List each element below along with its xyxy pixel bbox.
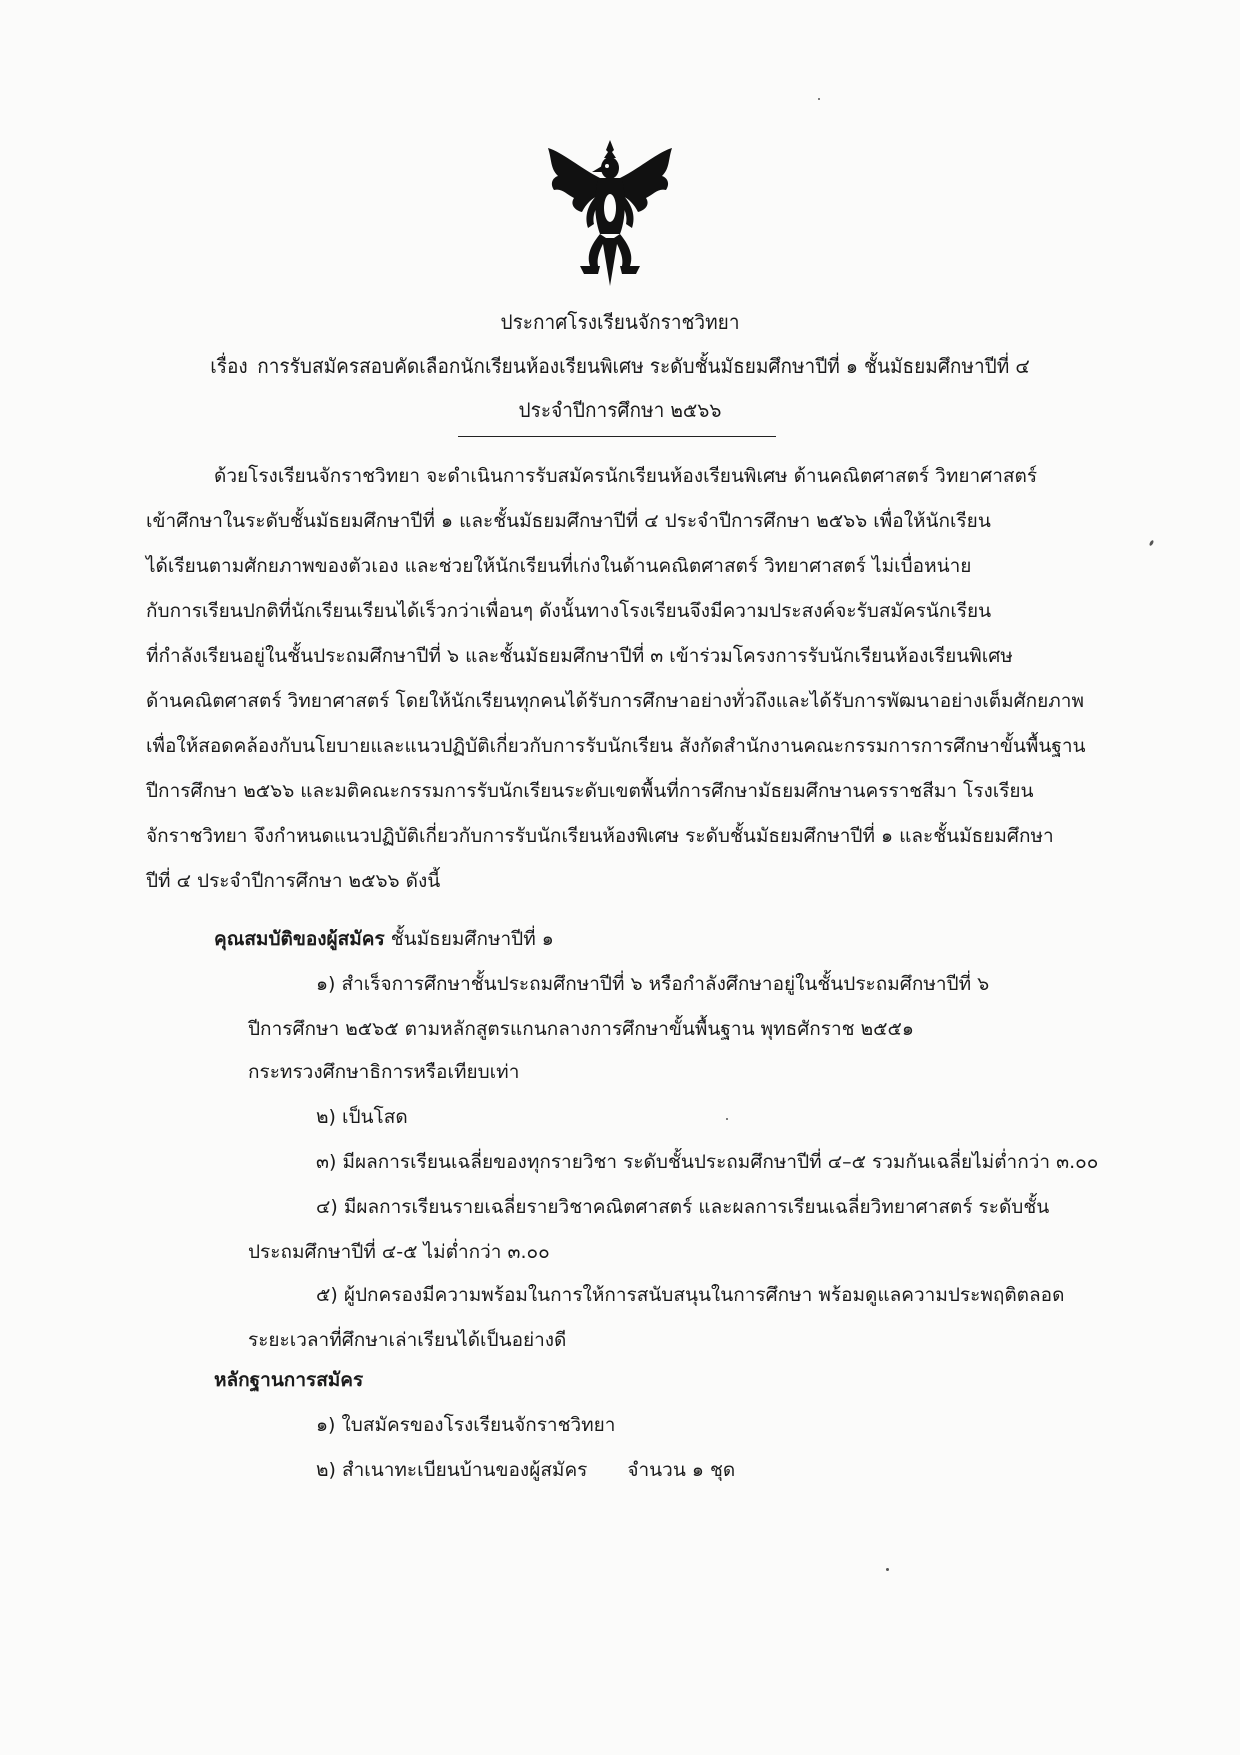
- evidence-item-label: ๒) สำเนาทะเบียนบ้านของผู้สมัคร: [316, 1459, 588, 1481]
- qualification-item: ๑) สำเร็จการศึกษาชั้นประถมศึกษาปีที่ ๖ หรือกำลังศึกษาอยู่ในชั้นประถมศึกษาปีที่ ๖: [316, 973, 990, 995]
- subject-line: [30, 350, 1210, 382]
- intro-line: กับการเรียนปกติที่นักเรียนเรียนได้เร็วกว่าเพื่อนๆ ดังนั้นทางโรงเรียนจึงมีความประสงค์จะรับสมัครนักเรียน: [146, 600, 992, 622]
- qualification-item: ๒) เป็นโสด: [316, 1106, 408, 1128]
- garuda-emblem-icon: [544, 138, 676, 290]
- qualifications-heading: [214, 927, 554, 951]
- evidence-item-quantity: จำนวน ๑ ชุด: [627, 1459, 736, 1481]
- evidence-heading: หลักฐานการสมัคร: [214, 1369, 364, 1391]
- qualifications-heading-grade: ชั้นมัธยมศึกษาปีที่ ๑: [384, 928, 554, 950]
- subject-label: เรื่อง: [210, 354, 248, 378]
- scan-speck: [818, 98, 820, 100]
- scan-speck: [726, 1118, 728, 1120]
- qualifications-heading-bold: คุณสมบัติของผู้สมัคร: [214, 928, 385, 950]
- intro-line: ด้านคณิตศาสตร์ วิทยาศาสตร์ โดยให้นักเรียนทุกคนได้รับการศึกษาอย่างทั่วถึงและได้รับการพัฒนาอย่างเต็มศักยภาพ: [146, 690, 1085, 712]
- scan-speck: [886, 1568, 889, 1571]
- intro-line: จักราชวิทยา จึงกำหนดแนวปฏิบัติเกี่ยวกับการรับนักเรียนห้องพิเศษ ระดับชั้นมัธยมศึกษาปีที่ ๑ และชั้นมัธยมศึกษา: [146, 825, 1054, 847]
- intro-line: ปีที่ ๔ ประจำปีการศึกษา ๒๕๖๖ ดังนี้: [146, 870, 441, 892]
- evidence-item: [316, 1458, 735, 1482]
- qualification-item: ๔) มีผลการเรียนรายเฉลี่ยรายวิชาคณิตศาสตร์ และผลการเรียนเฉลี่ยวิทยาศาสตร์ ระดับชั้น: [316, 1196, 1050, 1218]
- evidence-item: ๑) ใบสมัครของโรงเรียนจักราชวิทยา: [316, 1414, 616, 1436]
- qualification-item-continuation: กระทรวงศึกษาธิการหรือเทียบเท่า: [248, 1061, 520, 1083]
- intro-line: เพื่อให้สอดคล้องกับนโยบายและแนวปฏิบัติเกี่ยวกับการรับนักเรียน สังกัดสำนักงานคณะกรรมการการศึกษาขั้นพื้นฐาน: [146, 735, 1086, 757]
- intro-line: ด้วยโรงเรียนจักราชวิทยา จะดำเนินการรับสมัครนักเรียนห้องเรียนพิเศษ ด้านคณิตศาสตร์ วิทยาศาสตร์: [214, 465, 1038, 487]
- qualification-item-continuation: ระยะเวลาที่ศึกษาเล่าเรียนได้เป็นอย่างดี: [248, 1329, 567, 1351]
- intro-line: เข้าศึกษาในระดับชั้นมัธยมศึกษาปีที่ ๑ และชั้นมัธยมศึกษาปีที่ ๔ ประจำปีการศึกษา ๒๕๖๖ เพื่อให้นักเรียน: [146, 510, 991, 532]
- subject-text: การรับสมัครสอบคัดเลือกนักเรียนห้องเรียนพิเศษ ระดับชั้นมัธยมศึกษาปีที่ ๑ ชั้นมัธยมศึกษาปีที่ ๔: [257, 354, 1030, 378]
- scan-speck: [1149, 540, 1155, 547]
- qualification-item: ๕) ผู้ปกครองมีความพร้อมในการให้การสนับสนุนในการศึกษา พร้อมดูแลความประพฤติตลอด: [316, 1284, 1065, 1306]
- qualification-item-continuation: ประถมศึกษาปีที่ ๔-๕ ไม่ต่ำกว่า ๓.๐๐: [248, 1241, 550, 1263]
- intro-line: ปีการศึกษา ๒๕๖๖ และมติคณะกรรมการรับนักเรียนระดับเขตพื้นที่การศึกษามัธยมศึกษานครราชสีมา โรงเรียน: [146, 780, 1034, 802]
- document-title: ประกาศโรงเรียนจักราชวิทยา: [500, 310, 740, 334]
- intro-line: ได้เรียนตามศักยภาพของตัวเอง และช่วยให้นักเรียนที่เก่งในด้านคณิตศาสตร์ วิทยาศาสตร์ ไม่เบื่อหน่าย: [146, 555, 972, 577]
- qualification-item-continuation: ปีการศึกษา ๒๕๖๕ ตามหลักสูตรแกนกลางการศึกษาขั้นพื้นฐาน พุทธศักราช ๒๕๕๑: [248, 1018, 914, 1040]
- qualification-item: ๓) มีผลการเรียนเฉลี่ยของทุกรายวิชา ระดับชั้นประถมศึกษาปีที่ ๔–๕ รวมกันเฉลี่ยไม่ต่ำกว่า ๓.๐๐: [316, 1151, 1099, 1173]
- header-divider: [458, 436, 776, 437]
- academic-year-line: ประจำปีการศึกษา ๒๕๖๖: [518, 398, 722, 422]
- intro-line: ที่กำลังเรียนอยู่ในชั้นประถมศึกษาปีที่ ๖ และชั้นมัธยมศึกษาปีที่ ๓ เข้าร่วมโครงการรับนักเรียนห้องเรียนพิเศษ: [146, 645, 1013, 667]
